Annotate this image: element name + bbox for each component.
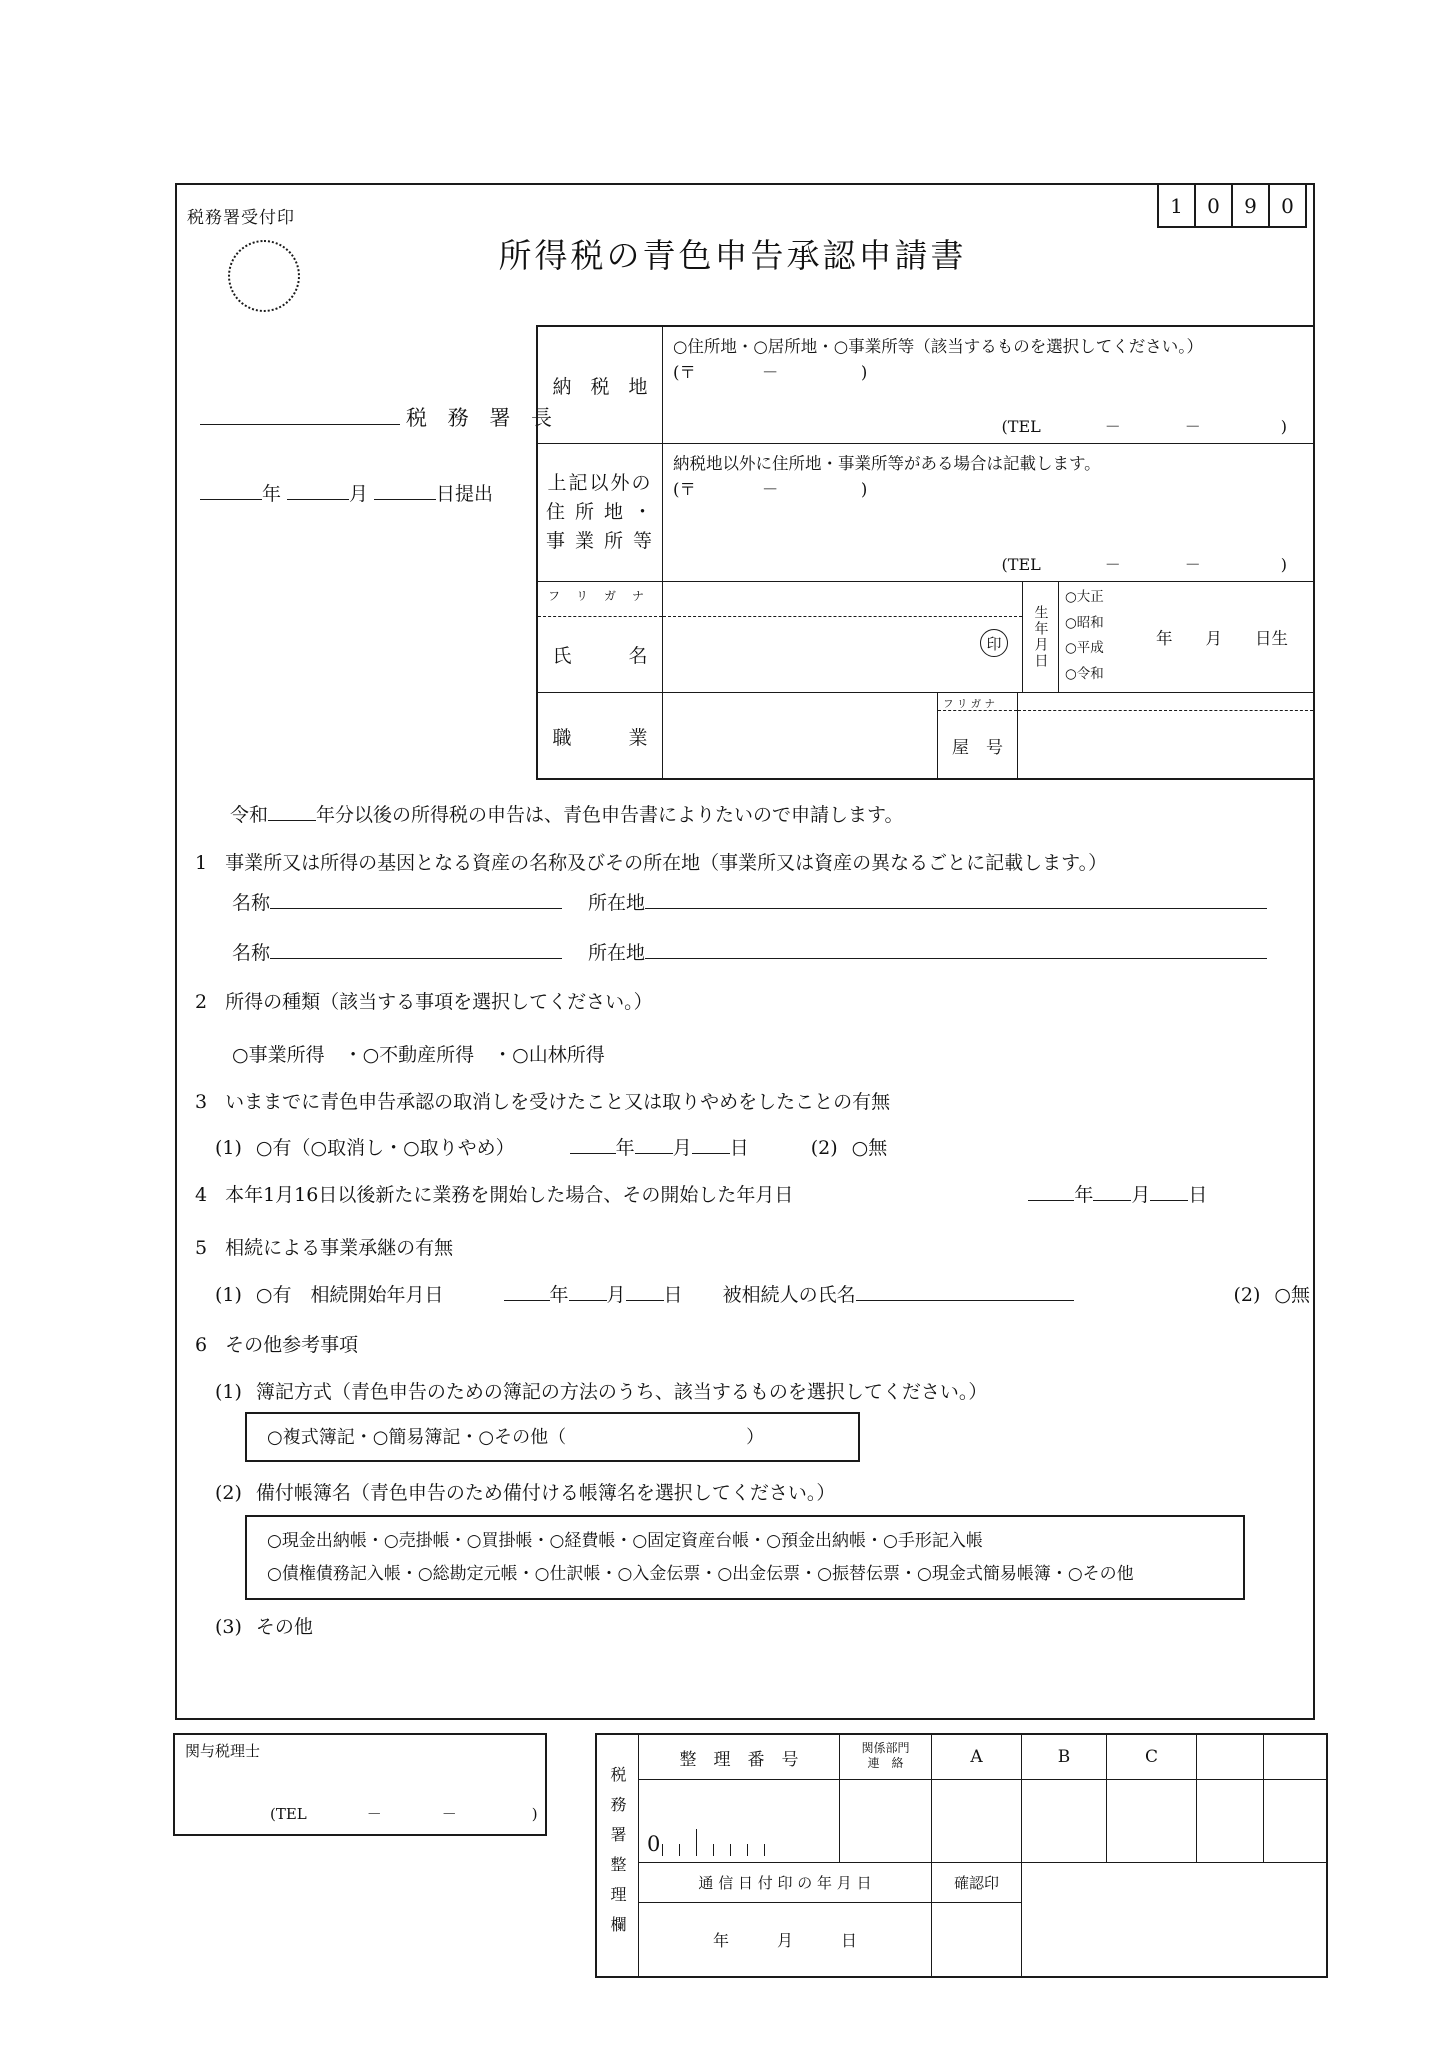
item6-sub1-number: (1) (215, 1381, 242, 1403)
birthdate-label: 生年月日 (1032, 605, 1049, 669)
item4-line (195, 1180, 1207, 1207)
day-label: 日 (663, 1284, 683, 1306)
form-title: 所得税の青色申告承認申請書 (498, 236, 967, 275)
item4-number: 4 (195, 1184, 208, 1206)
blank-field-1[interactable] (1197, 1780, 1264, 1863)
business-location-field-2[interactable] (645, 939, 1267, 959)
era-options (1059, 582, 1131, 692)
entry-ticks (647, 1829, 781, 1856)
item3-sub2-number: (2) (810, 1137, 838, 1159)
seal-mark: 印 (980, 629, 1008, 657)
heir-name-field[interactable] (856, 1281, 1074, 1301)
location-entry-label: 所在地 (588, 942, 646, 964)
item2-number: 2 (195, 991, 208, 1013)
submit-day-field[interactable] (374, 480, 436, 500)
tax-accountant-box (173, 1733, 547, 1836)
item6-sub3-number: (3) (215, 1616, 242, 1638)
location-entry-label: 所在地 (588, 892, 646, 914)
occupation-label: 職 業 (538, 693, 663, 780)
reference-number-zero: 0 (647, 1832, 661, 1856)
item5-number: 5 (195, 1237, 208, 1259)
item3-sub1-number: (1) (215, 1137, 242, 1159)
name-furigana-field[interactable] (663, 582, 1022, 617)
item5-entry-line (215, 1280, 1310, 1307)
receipt-stamp-circle (228, 240, 300, 312)
item5-text: 相続による事業承継の有無 (225, 1237, 454, 1259)
year-label: 年 (262, 483, 282, 505)
name-field[interactable] (663, 617, 1022, 692)
business-name-field-2[interactable] (270, 939, 562, 959)
column-b-field[interactable] (1022, 1780, 1107, 1863)
item3-number: 3 (195, 1091, 208, 1113)
taxpayer-info-table (536, 325, 1315, 780)
blank-header-2 (1264, 1735, 1326, 1780)
item3-year-field[interactable] (570, 1134, 616, 1154)
column-c-field[interactable] (1107, 1780, 1197, 1863)
month-label: 月 (1131, 1184, 1151, 1206)
year-label: 年 (1074, 1184, 1094, 1206)
shop-name-field[interactable] (1018, 711, 1313, 780)
shop-furigana-field[interactable] (1018, 693, 1313, 711)
other-address-row (538, 443, 1313, 581)
era-option-taisho[interactable]: ○大正 (1065, 589, 1104, 605)
column-a-field[interactable] (932, 1780, 1022, 1863)
year-label: 年 (615, 1137, 635, 1159)
tax-office-processing-table (595, 1733, 1328, 1978)
era-option-showa[interactable]: ○昭和 (1065, 614, 1104, 631)
item5-year-field[interactable] (504, 1281, 550, 1301)
birthdate-label-cell (1023, 582, 1059, 692)
item3-header (195, 1087, 890, 1114)
receipt-stamp-label: 税務署受付印 (187, 208, 295, 228)
shop-furigana-label: フ リ ガ ナ (938, 693, 1017, 711)
related-dept-line2: 連 絡 (867, 1756, 904, 1770)
month-label: 月 (349, 483, 369, 505)
item5-no-option[interactable]: ○無 (1274, 1284, 1310, 1306)
item5-day-field[interactable] (626, 1281, 664, 1301)
tax-accountant-label: 関与税理士 (185, 1742, 261, 1760)
tax-office-line (200, 402, 559, 432)
office-vertical-label-cell (597, 1735, 639, 1976)
day-label: 日 (729, 1137, 749, 1159)
other-address-field[interactable] (663, 444, 1313, 581)
month-label: 月 (672, 1137, 692, 1159)
tax-place-options[interactable]: ○住所地・○居所地・○事業所等（該当するものを選択してください。） (673, 337, 1203, 356)
other-address-label (538, 444, 663, 581)
item5-sub2-number: (2) (1233, 1284, 1261, 1306)
tax-office-suffix: 税 務 署 長 (406, 406, 560, 430)
mail-date-stamp-header: 通 信 日 付 印 の 年 月 日 (639, 1863, 932, 1903)
form-code-digit: 1 (1157, 183, 1196, 228)
shop-name-label: 屋 号 (952, 738, 1003, 758)
item1-entry-line-1 (232, 888, 1267, 915)
era-option-heisei[interactable]: ○平成 (1065, 640, 1104, 656)
item4-month-field[interactable] (1093, 1181, 1131, 1201)
submit-year-field[interactable] (200, 480, 262, 500)
item5-sub1-number: (1) (215, 1284, 242, 1306)
office-vertical-label: 税務署整理欄 (608, 1765, 627, 1946)
item6-sub2-header (215, 1478, 835, 1505)
name-entry-label: 名称 (232, 942, 271, 964)
item6-sub2-number: (2) (215, 1482, 242, 1504)
item3-text: いままでに青色申告承認の取消しを受けたこと又は取りやめをしたことの有無 (225, 1091, 891, 1113)
item1-text: 事業所又は所得の基因となる資産の名称及びその所在地（事業所又は資産の異なるごとに記載します。） (225, 852, 1108, 874)
submit-date-line (200, 479, 493, 506)
related-dept-line1: 関係部門 (861, 1741, 910, 1755)
tax-accountant-tel-field[interactable]: (TEL － － ) (270, 1805, 538, 1823)
item6-sub1-header (215, 1377, 987, 1404)
related-dept-field[interactable] (840, 1780, 932, 1863)
reference-number-field[interactable] (639, 1780, 840, 1863)
column-c-header: C (1107, 1735, 1197, 1780)
bookkeeping-method-options[interactable]: ○複式簿記・○簡易簿記・○その他（ ） (267, 1426, 765, 1448)
item3-day-field[interactable] (692, 1134, 730, 1154)
other-address-postal[interactable]: (〒 － ) (673, 480, 868, 499)
form-code-digit: 9 (1231, 183, 1270, 228)
item6-sub2-text: 備付帳簿名（青色申告のため備付ける帳簿名を選択してください。） (255, 1482, 836, 1504)
mail-date-field[interactable]: 年 月 日 (639, 1903, 932, 1976)
tax-place-postal[interactable]: (〒 － ) (673, 363, 868, 382)
birthdate-cell (1023, 582, 1313, 692)
day-label: 日 (1188, 1184, 1208, 1206)
bookkeeping-method-box (245, 1412, 860, 1462)
name-entry-label: 名称 (232, 892, 271, 914)
item3-no-option[interactable]: ○無 (851, 1137, 888, 1159)
item3-entry-line (215, 1133, 887, 1160)
other-address-note: 納税地以外に住所地・事業所等がある場合は記載します。 (673, 454, 1101, 473)
birthdate-field[interactable]: 年 月 日生 (1156, 629, 1288, 648)
tax-place-tel[interactable]: (TEL － － ) (1001, 417, 1287, 436)
ledger-books-box (245, 1515, 1245, 1600)
column-a-header: A (932, 1735, 1022, 1780)
income-type-options[interactable]: ○事業所得 ・○不動産所得 ・○山林所得 (232, 1044, 605, 1066)
name-label-cell (538, 582, 663, 692)
blank-header-1 (1197, 1735, 1264, 1780)
item1-header (195, 848, 1107, 875)
item3-month-field[interactable] (635, 1134, 673, 1154)
tax-place-row (538, 327, 1313, 443)
occupation-row (538, 692, 1313, 780)
month-label: 月 (606, 1284, 626, 1306)
item6-sub3-text: その他 (255, 1616, 313, 1638)
statement-text: 年分以後の所得税の申告は、青色申告書によりたいので申請します。 (316, 804, 904, 826)
item1-number: 1 (195, 852, 208, 874)
name-label: 氏 名 (552, 645, 648, 667)
related-dept-header (840, 1735, 932, 1780)
item3-yes-options[interactable]: ○有（○取消し・○取りやめ） (255, 1137, 515, 1159)
heir-name-label: 被相続人の氏名 (722, 1284, 856, 1306)
item6-number: 6 (195, 1334, 208, 1356)
tax-place-field[interactable] (663, 327, 1313, 443)
ledger-options-line-1[interactable]: ○現金出納帳・○売掛帳・○買掛帳・○経費帳・○固定資産台帳・○預金出納帳・○手形記入帳 (267, 1530, 983, 1551)
item2-header (195, 987, 653, 1014)
year-label: 年 (549, 1284, 569, 1306)
office-notes-area[interactable] (1022, 1863, 1326, 1976)
item6-header (195, 1330, 358, 1357)
day-submit-label: 日提出 (436, 483, 494, 505)
ledger-options-line-2[interactable]: ○債権債務記入帳・○総勘定元帳・○仕訳帳・○入金伝票・○出金伝票・○振替伝票・○現金式簡易帳簿・○その他 (267, 1563, 1134, 1584)
name-row (538, 581, 1313, 692)
blank-field-2[interactable] (1264, 1780, 1326, 1863)
form-code-digit: 0 (1194, 183, 1233, 228)
confirmation-seal-header: 確認印 (932, 1863, 1022, 1903)
item5-header (195, 1233, 453, 1260)
item6-text: その他参考事項 (225, 1334, 359, 1356)
confirmation-seal-field[interactable] (932, 1903, 1022, 1976)
item2-text: 所得の種類（該当する事項を選択してください。） (225, 991, 653, 1013)
item1-entry-line-2 (232, 938, 1267, 965)
item4-day-field[interactable] (1150, 1181, 1188, 1201)
item5-yes-option[interactable]: ○有 相続開始年月日 (255, 1284, 444, 1306)
statement-era: 令和 (230, 804, 269, 826)
other-address-label-1: 上記以外の (547, 472, 653, 494)
tax-place-label: 納 税 地 (538, 327, 663, 443)
item4-year-field[interactable] (1028, 1181, 1074, 1201)
other-address-label-2: 住 所 地 ・ (545, 501, 655, 523)
submit-month-field[interactable] (287, 480, 349, 500)
business-location-field-1[interactable] (645, 889, 1267, 909)
other-address-tel[interactable]: (TEL － － ) (1001, 555, 1287, 574)
item6-sub3-line (215, 1612, 313, 1639)
era-option-reiwa[interactable]: ○令和 (1065, 665, 1104, 682)
item5-month-field[interactable] (569, 1281, 607, 1301)
business-name-field-1[interactable] (270, 889, 562, 909)
form-code-boxes (1159, 183, 1307, 228)
other-address-label-3: 事 業 所 等 (545, 530, 655, 552)
item6-sub1-text: 簿記方式（青色申告のための簿記の方法のうち、該当するものを選択してください。） (255, 1381, 988, 1403)
shop-name-label-cell (938, 693, 1018, 780)
name-furigana-label: フ リ ガ ナ (538, 582, 662, 617)
tax-office-name-field[interactable] (200, 403, 400, 425)
reference-number-header: 整 理 番 号 (639, 1735, 840, 1780)
name-field-cell (663, 582, 1023, 692)
application-statement (230, 800, 904, 827)
occupation-field[interactable] (663, 693, 938, 780)
column-b-header: B (1022, 1735, 1107, 1780)
shop-name-field-cell (1018, 693, 1313, 780)
statement-year-field[interactable] (268, 801, 316, 821)
item4-text: 本年1月16日以後新たに業務を開始した場合、その開始した年月日 (225, 1184, 794, 1206)
form-code-digit: 0 (1268, 183, 1307, 228)
